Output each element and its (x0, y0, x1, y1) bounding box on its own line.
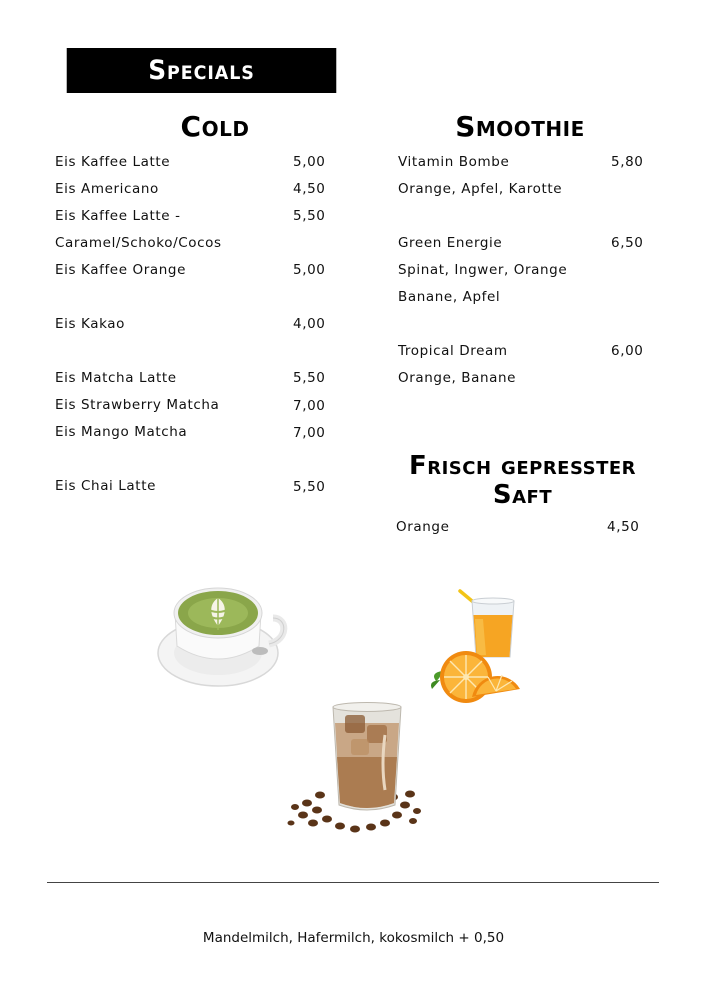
smoothie-item-name: Green Energie (398, 235, 503, 251)
saft-item-price: 4,50 (607, 519, 640, 535)
cold-item-price: 7,00 (293, 425, 326, 441)
cold-item-name: Eis Kaffee Latte (55, 154, 171, 170)
smoothie-item-name: Tropical Dream (398, 343, 508, 359)
milk-options-note: Mandelmilch, Hafermilch, kokosmilch + 0,50 (202, 930, 505, 946)
cold-item-name: Caramel/Schoko/Cocos (55, 235, 222, 251)
cold-item-price: 7,00 (293, 398, 326, 414)
orange-juice-image (428, 585, 523, 713)
specials-title-bar (67, 48, 337, 93)
specials-title: Specials (148, 55, 255, 86)
smoothie-heading: Smoothie (455, 110, 585, 143)
cold-item-price: 5,50 (293, 208, 326, 224)
smoothie-item-ingredients: Spinat, Ingwer, Orange (398, 262, 568, 278)
cold-item-name: Eis Americano (55, 181, 159, 197)
smoothie-item-ingredients: Orange, Apfel, Karotte (398, 181, 563, 197)
iced-coffee-image (285, 695, 430, 840)
saft-item-name: Orange (396, 519, 450, 535)
footer-divider (47, 882, 659, 883)
cold-item-name: Eis Strawberry Matcha (55, 397, 220, 413)
cold-item-name: Eis Kaffee Orange (55, 262, 186, 278)
smoothie-item-ingredients: Orange, Banane (398, 370, 517, 386)
cold-item-name: Eis Kakao (55, 316, 126, 332)
cold-item-name: Eis Kaffee Latte - (55, 208, 181, 224)
matcha-latte-image (155, 580, 290, 692)
smoothie-item-price: 6,50 (611, 235, 644, 251)
cold-item-price: 5,50 (293, 370, 326, 386)
smoothie-item-name: Vitamin Bombe (398, 154, 510, 170)
cold-item-price: 5,00 (293, 154, 326, 170)
smoothie-item-ingredients: Banane, Apfel (398, 289, 501, 305)
smoothie-item-price: 5,80 (611, 154, 644, 170)
cold-item-name: Eis Chai Latte (55, 478, 156, 494)
cold-heading: Cold (180, 110, 250, 143)
saft-heading: Frisch gepresster Saft (408, 451, 637, 510)
smoothie-item-price: 6,00 (611, 343, 644, 359)
cold-item-price: 5,50 (293, 479, 326, 495)
cold-item-price: 4,50 (293, 181, 326, 197)
cold-item-price: 4,00 (293, 316, 326, 332)
cold-item-name: Eis Mango Matcha (55, 424, 188, 440)
cold-item-name: Eis Matcha Latte (55, 370, 177, 386)
cold-item-price: 5,00 (293, 262, 326, 278)
